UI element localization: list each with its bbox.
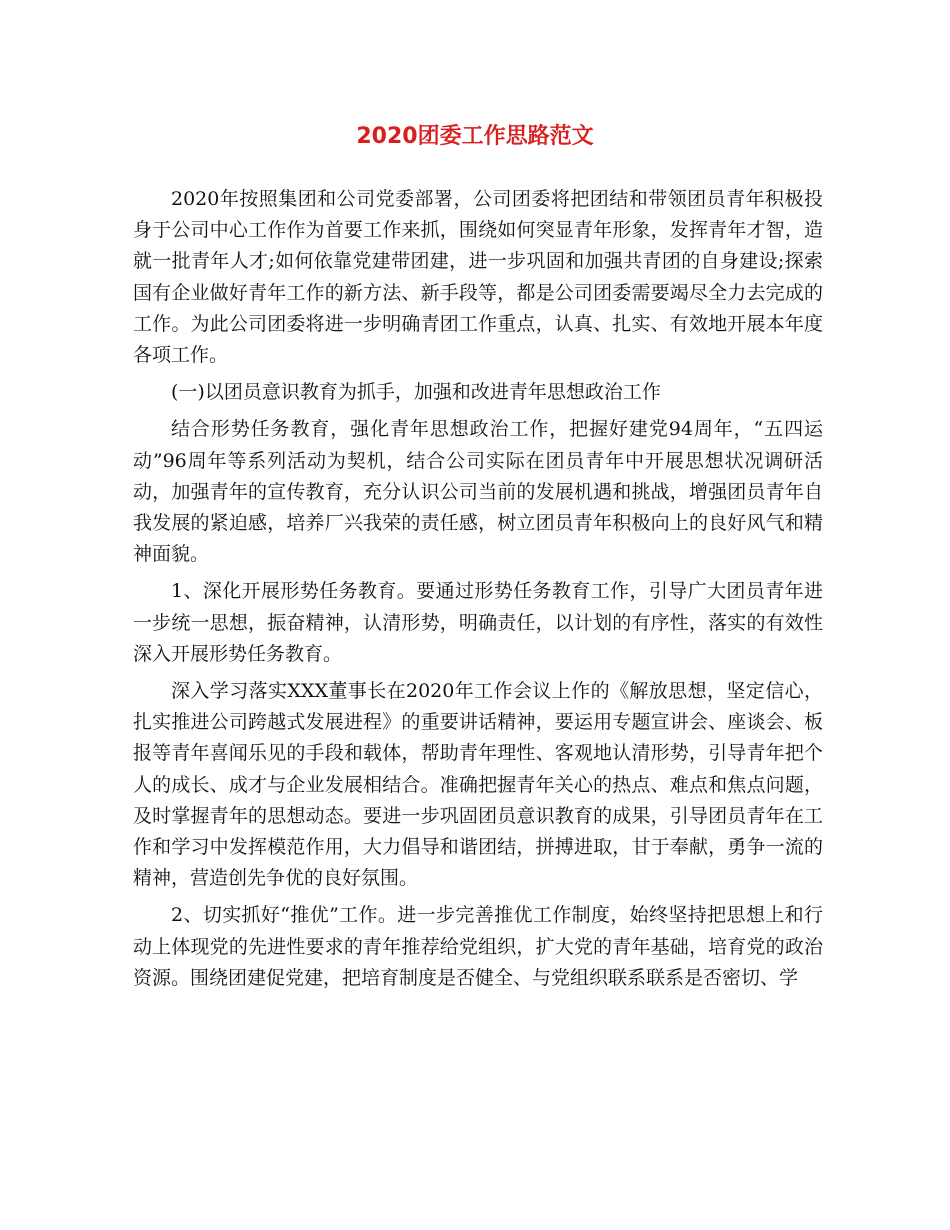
section-heading-1: (一)以团员意识教育为抓手，加强和改进青年思想政治工作 (171, 381, 661, 404)
paragraph-item-2: 2、切实抓好“推优”工作。进一步完善推优工作制度，始终坚持把思想上和行动上体现党的先进性要求的青年推荐给党组织，扩大党的青年基础，培育党的政治资源。围绕团建促党建，把培育制度是否健全、与党组织联系联系是否密切、学 (133, 904, 823, 989)
paragraph-item-1: 1、深化开展形势任务教育。要通过形势任务教育工作，引导广大团员青年进一步统一思想，振奋精神，认清形势，明确责任，以计划的有序性，落实的有效性深入开展形势任务教育。 (133, 580, 823, 665)
paragraph-section-1: 结合形势任务教育，强化青年思想政治工作，把握好建党94周年，“五四运动”96周年等系列活动为契机，结合公司实际在团员青年中开展思想状况调研活动，加强青年的宣传教育，充分认识公司当前的发展机遇和挑战，增强团员青年自我发展的紧迫感，培养厂兴我荣的责任感，树立团员青年积极向上的良好风气和精神面貌。 (133, 418, 823, 566)
document-title: 2020团委工作思路范文 (356, 124, 594, 149)
paragraph-intro: 2020年按照集团和公司党委部署，公司团委将把团结和带领团员青年积极投身于公司中心工作作为首要工作来抓，围绕如何突显青年形象，发挥青年才智，造就一批青年人才;如何依靠党建带团建，进一步巩固和加强共青团的自身建设;探索国有企业做好青年工作的新方法、新手段等，都是公司团委需要竭尽全力去完成的工作。为此公司团委将进一步明确青团工作重点，认真、扎实、有效地开展本年度各项工作。 (133, 188, 823, 367)
paragraph-study: 深入学习落实XXX董事长在2020年工作会议上作的《解放思想，坚定信心，扎实推进公司跨越式发展进程》的重要讲话精神，要运用专题宣讲会、座谈会、板报等青年喜闻乐见的手段和载体，帮助青年理性、客观地认清形势，引导青年把个人的成长、成才与企业发展相结合。准确把握青年关心的热点、难点和焦点问题，及时掌握青年的思想动态。要进一步巩固团员意识教育的成果，引导团员青年在工作和学习中发挥模范作用，大力倡导和谐团结，拼搏进取，甘于奉献，勇争一流的精神，营造创先争优的良好氛围。 (133, 680, 823, 890)
document-body (133, 184, 823, 1000)
